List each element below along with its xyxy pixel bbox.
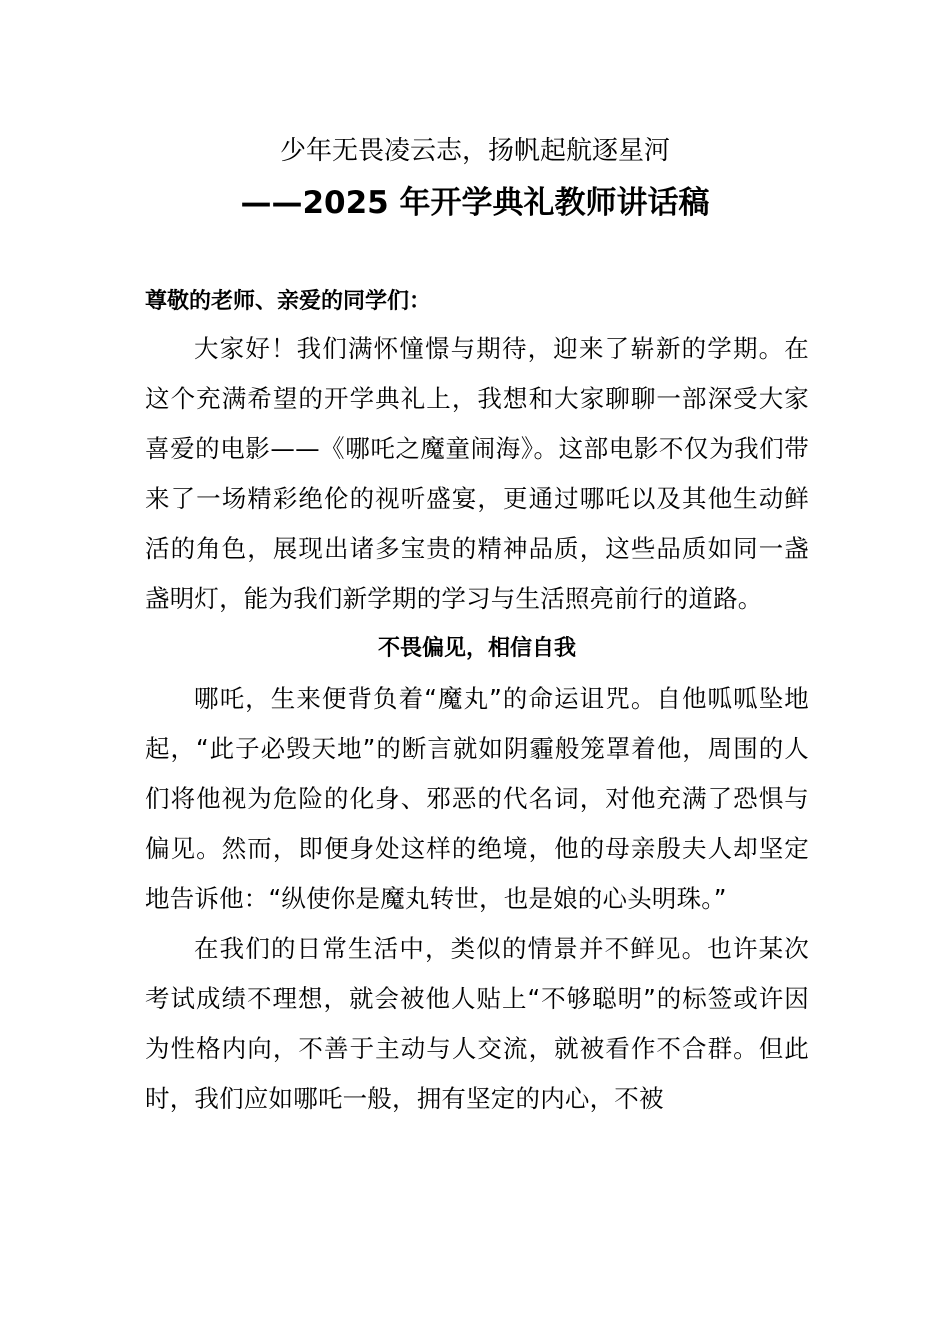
document-body [145, 280, 809, 1124]
paragraph-intro: 大家好！我们满怀憧憬与期待，迎来了崭新的学期。在这个充满希望的开学典礼上，我想和大家聊聊一部深受大家喜爱的电影——《哪吒之魔童闹海》。这部电影不仅为我们带来了一场精彩绝伦的视听盛宴，更通过哪吒以及其他生动鲜活的角色，展现出诸多宝贵的精神品质，这些品质如同一盏盏明灯，能为我们新学期的学习与生活照亮前行的道路。 [145, 334, 809, 613]
document-subtitle: ——2025 年开学典礼教师讲话稿 [240, 185, 710, 221]
paragraph-section1-2: 在我们的日常生活中，类似的情景并不鲜见。也许某次考试成绩不理想，就会被他人贴上“不够聪明”的标签或许因为性格内向，不善于主动与人交流，就被看作不合群。但此时，我们应如哪吒一般，拥有坚定的内心，不被 [145, 934, 809, 1113]
section-heading: 不畏偏见，相信自我 [377, 636, 576, 661]
salutation: 尊敬的老师、亲爱的同学们： [145, 289, 432, 314]
document-title: 少年无畏凌云志，扬帆起航逐星河 [279, 136, 670, 166]
paragraph-section1-1: 哪吒，生来便背负着“魔丸”的命运诅咒。自他呱呱坠地起，“此子必毁天地”的断言就如阴霾般笼罩着他，周围的人们将他视为危险的化身、邪恶的代名词，对他充满了恐惧与偏见。然而，即便身处这样的绝境，他的母亲殷夫人却坚定地告诉他：“纵使你是魔丸转世，也是娘的心头明珠。” [145, 684, 809, 913]
